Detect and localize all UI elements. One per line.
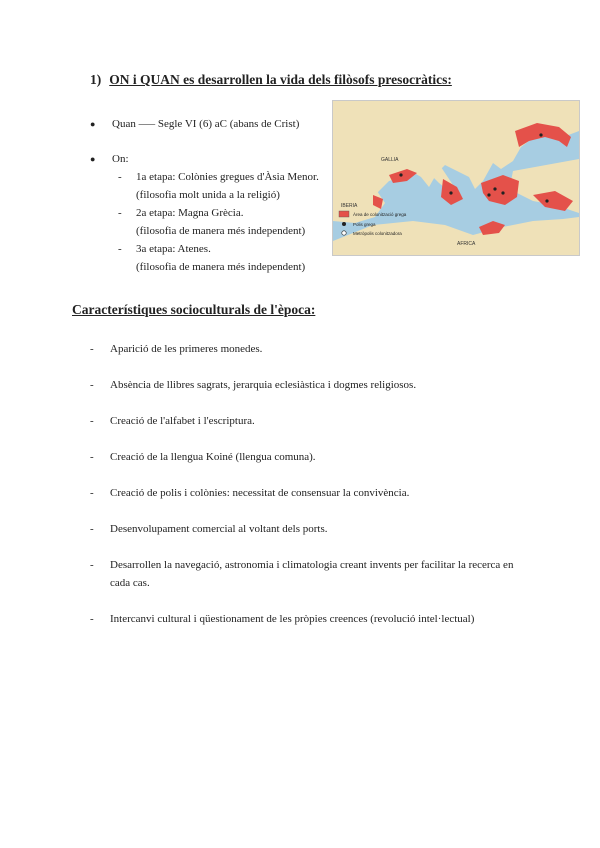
city-dot [539,133,542,136]
section-title: ON i QUAN es desarrollen la vida dels filòsofs presocràtics: [109,72,452,87]
list-item [90,610,530,628]
dash-marker: - [90,379,94,391]
label-gallia: GALLIA [381,157,399,163]
dash-marker: - [90,523,94,535]
stage-note: (filosofia de manera més independent) [136,225,306,237]
legend-swatch-area [339,211,349,217]
stage-item [118,240,319,276]
item-text: Absència de llibres sagrats, jerarquia eclesiàstica i dogmes religiosos. [110,379,417,391]
item-text: Creació de l'alfabet i l'escriptura. [110,415,255,427]
where-label: On: [112,153,129,165]
when-text: Quan ––– Segle VI (6) aC (abans de Crist) [112,118,300,130]
stage-label: 1a etapa: Colònies gregues d'Àsia Menor. [136,171,319,183]
legend-item-polis: Polis grega [353,222,376,227]
legend-item-area: Àrea de colonització grega [353,212,407,217]
stage-note: (filosofia de manera més independent) [136,261,306,273]
city-dot [449,191,452,194]
dash-marker: - [90,415,94,427]
city-dot [545,199,548,202]
dash-marker: - [118,171,122,183]
city-dot [493,187,496,190]
stages-list [118,168,319,276]
legend-swatch-metropolis [342,231,346,235]
list-item [90,376,530,394]
city-dot [399,173,402,176]
dash-marker: - [90,343,94,355]
item-text: Desenvolupament comercial al voltant dels ports. [110,523,328,535]
legend-item-metropolis: Metròpolis colonitzadora [353,231,402,236]
dash-marker: - [118,207,122,219]
item-text: Aparició de les primeres monedes. [110,343,263,355]
list-item [90,484,530,502]
item-text: Desarrollen la navegació, astronomia i climatologia creant invents per facilitar la recerca en cada cas. [110,559,514,589]
label-africa: AFRICA [457,241,476,247]
city-dot [487,193,490,196]
stage-label: 3a etapa: Atenes. [136,243,211,255]
list-item [90,520,530,538]
section-heading-characteristics: Característiques socioculturals de l'època: [72,302,316,317]
stage-label: 2a etapa: Magna Grècia. [136,207,244,219]
dash-marker: - [90,487,94,499]
list-item [90,412,530,430]
label-iberia: IBERIA [341,203,358,209]
greek-colonization-map [332,100,580,256]
list-item [90,556,530,592]
section-number: 1) [90,72,102,87]
section-heading-where-when [90,72,452,88]
bullet-dot: ● [90,119,96,129]
stage-note: (filosofia molt unida a la religió) [136,189,280,201]
map-graphic [333,101,579,255]
bullet-dot: ● [90,154,96,164]
stage-item [118,168,319,204]
list-item [90,448,530,466]
item-text: Creació de polis i colònies: necessitat de consensuar la convivència. [110,487,410,499]
characteristics-list [90,340,530,646]
dash-marker: - [90,451,94,463]
item-text: Creació de la llengua Koiné (llengua comuna). [110,451,316,463]
city-dot [501,191,504,194]
when-bullet [90,116,299,133]
stage-item [118,204,319,240]
list-item [90,340,530,358]
dash-marker: - [90,559,94,571]
dash-marker: - [90,613,94,625]
item-text: Intercanvi cultural i qüestionament de les pròpies creences (revolució intel·lectual) [110,613,475,625]
legend-swatch-polis [342,222,346,226]
where-bullet [90,151,129,168]
dash-marker: - [118,243,122,255]
